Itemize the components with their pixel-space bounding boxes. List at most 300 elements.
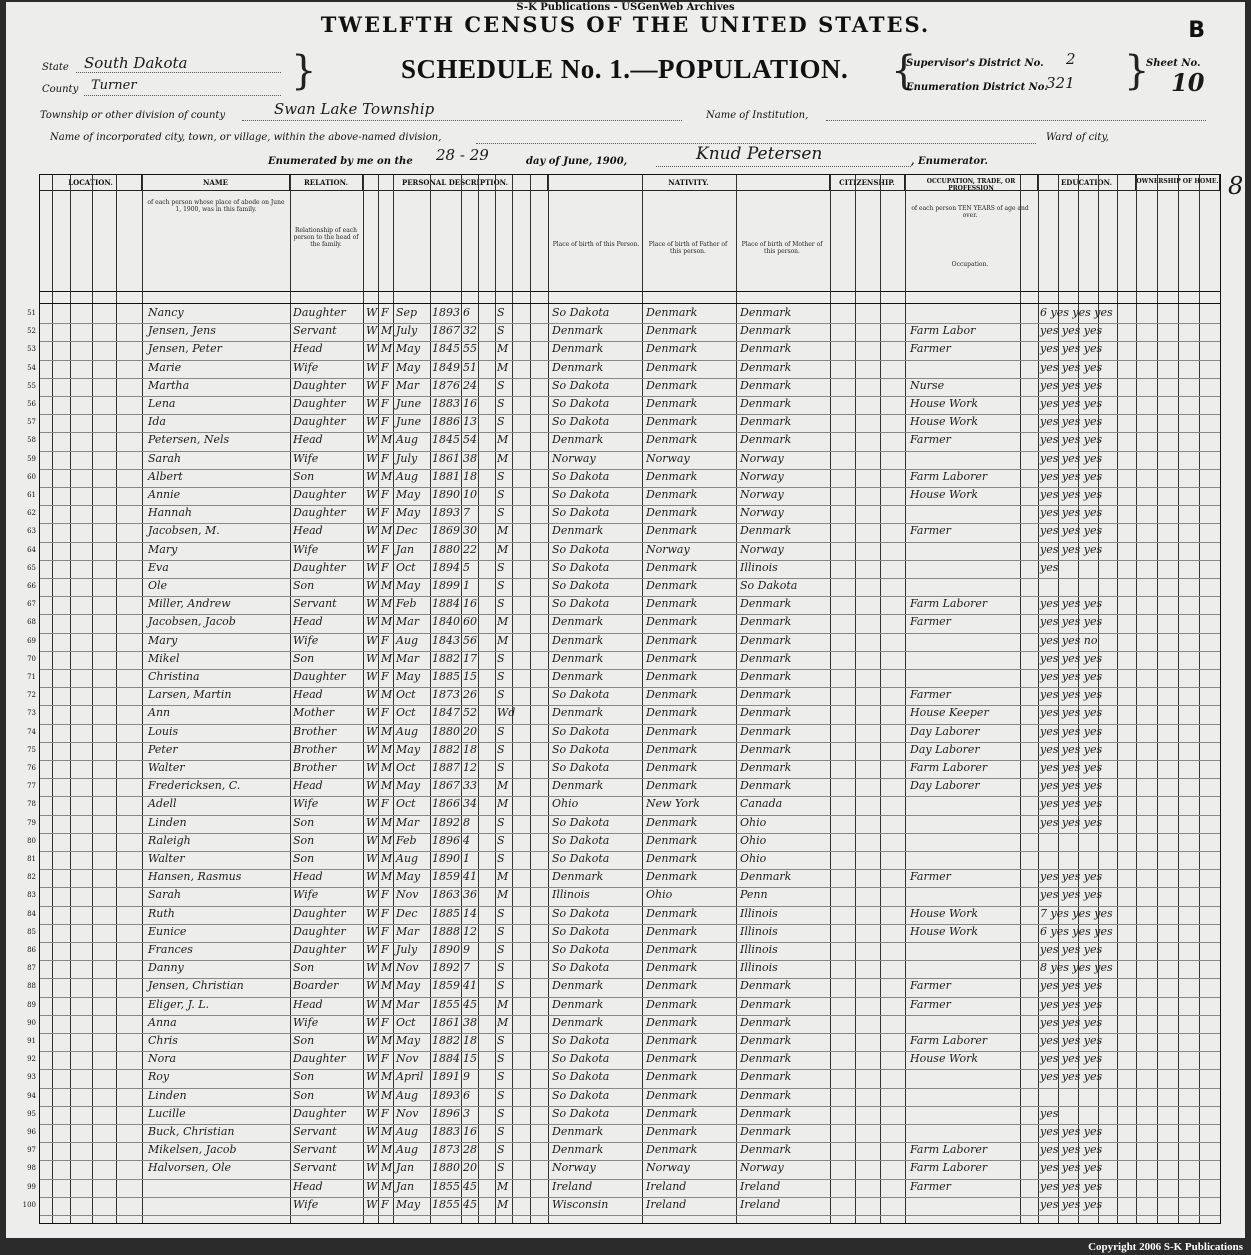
cell-year: 1890 [432,488,460,501]
cell-edu: yes yes yes [1040,542,1103,556]
cell-occ: House Work [910,488,979,501]
cell-color: W [366,560,378,574]
cell-edu: 6 yes yes yes [1040,306,1113,319]
cell-occ: Farmer [910,524,951,538]
cell-mother: Canada [740,797,783,811]
cell-year: 1890 [432,943,460,956]
cell-rel: Wife [293,797,319,811]
cell-age: 26 [463,688,477,702]
copyright-notice: Copyright 2006 S-K Publications [1088,1241,1243,1253]
cell-color: W [366,506,378,520]
cell-occ: Farm Labor [910,324,976,338]
cell-cond: M [497,888,509,902]
cell-age: 38 [463,1015,477,1029]
cell-mother: Illinois [740,961,778,975]
cell-rel: Son [293,961,315,975]
cell-cond: S [497,469,505,483]
cell-rel: Head [293,779,323,793]
cell-mother: Denmark [740,433,792,447]
cell-name: Hannah [148,506,192,520]
row-number: 81 [27,855,36,863]
cell-year: 1892 [432,815,460,829]
cell-color: W [366,1161,378,1175]
cell-month: April [396,1070,424,1084]
institution-underline [826,120,1206,121]
cell-sex: F [381,542,389,556]
cell-month: Aug [396,852,419,865]
cell-age: 51 [463,360,477,374]
cell-year: 1845 [432,342,460,356]
cell-age: 45 [463,1179,477,1193]
cell-sex: F [381,1197,389,1211]
cell-birth: So Dakota [552,961,610,975]
cell-color: W [366,888,378,902]
cell-age: 20 [463,1161,477,1175]
cell-edu: 6 yes yes yes [1040,924,1113,938]
cell-mother: Denmark [740,306,792,319]
row-number: 75 [27,745,36,754]
cell-mother: Ireland [740,1197,781,1211]
cell-color: W [366,579,378,592]
cell-mother: Norway [740,542,784,556]
cell-rel: Son [293,852,315,865]
cell-month: Jan [396,542,415,556]
cell-edu: yes yes yes [1040,870,1103,884]
cell-birth: So Dakota [552,378,610,392]
cell-occ: House Keeper [910,706,989,720]
group-nativity: NATIVITY. [548,175,830,191]
cell-sex: M [381,524,393,538]
cell-occ: Farm Laborer [910,1143,988,1157]
cell-sex: F [381,488,389,501]
cell-age: 18 [463,1034,477,1047]
cell-father: Denmark [646,924,698,938]
col-divider [530,175,531,1223]
cell-color: W [366,1088,378,1102]
col-divider [1178,175,1179,1223]
cell-month: Mar [396,997,420,1011]
cell-sex: M [381,1034,393,1047]
cell-sex: M [381,433,393,447]
cell-month: Feb [396,833,417,847]
cell-mother: So Dakota [740,579,798,592]
cell-birth: Denmark [552,615,604,629]
cell-color: W [366,797,378,811]
cell-cond: S [497,651,505,665]
cell-father: Denmark [646,469,698,483]
cell-color: W [366,1015,378,1029]
cell-mother: Illinois [740,906,778,920]
cell-cond: M [497,542,509,556]
cell-cond: S [497,597,505,611]
cell-sex: F [381,633,389,647]
cell-birth: So Dakota [552,688,610,702]
cell-sex: F [381,670,389,683]
enumerator-name: Knud Petersen [696,144,823,164]
cell-month: May [396,579,421,592]
cell-birth: Denmark [552,997,604,1011]
cell-rel: Servant [293,1143,337,1157]
cell-month: Dec [396,906,418,920]
cell-rel: Wife [293,451,319,465]
cell-sex: F [381,797,389,811]
row-rule [40,1215,1220,1216]
cell-mother: Denmark [740,1088,792,1102]
cell-color: W [366,451,378,465]
cell-birth: So Dakota [552,469,610,483]
cell-father: Denmark [646,633,698,647]
cell-sex: F [381,1052,389,1066]
row-number: 94 [27,1091,36,1100]
cell-rel: Wife [293,1197,319,1211]
cell-name: Lucille [148,1106,186,1120]
cell-name: Petersen, Nels [148,433,230,447]
cell-mother: Denmark [740,1034,792,1047]
cell-age: 52 [463,706,477,720]
cell-rel: Servant [293,597,337,611]
cell-year: 1869 [432,524,460,538]
col-divider [116,175,117,1223]
cell-year: 1896 [432,1106,460,1120]
cell-month: Nov [396,961,419,975]
cell-birth: Ireland [552,1179,593,1193]
cell-color: W [366,997,378,1011]
cell-color: W [366,378,378,392]
relation-note: Relationship of each person to the head of the family. [293,227,359,248]
cell-rel: Head [293,1179,323,1193]
cell-color: W [366,469,378,483]
cell-sex: M [381,1161,393,1175]
row-number: 90 [27,1018,36,1027]
cell-color: W [366,1070,378,1084]
row-number: 57 [27,418,36,427]
cell-rel: Wife [293,888,319,902]
birth-person-note: Place of birth of this Person. [552,241,640,248]
cell-month: June [396,415,422,429]
cell-father: Denmark [646,433,698,447]
cell-mother: Norway [740,506,784,520]
cell-year: 1861 [432,1015,460,1029]
cell-color: W [366,1143,378,1157]
cell-age: 9 [463,1070,470,1084]
cell-mother: Illinois [740,924,778,938]
group-name: NAME [142,175,290,191]
col-divider [736,175,737,1223]
cell-edu: yes yes yes [1040,324,1103,338]
cell-sex: M [381,724,393,738]
cell-rel: Wife [293,542,319,556]
cell-name: Sarah [148,451,181,465]
cell-edu: yes yes yes [1040,997,1103,1011]
cell-mother: Denmark [740,706,792,720]
cell-rel: Son [293,579,315,592]
cell-cond: S [497,1161,505,1175]
cell-color: W [366,342,378,356]
cell-name: Raleigh [148,833,191,847]
cell-birth: Denmark [552,651,604,665]
cell-mother: Denmark [740,651,792,665]
cell-color: W [366,615,378,629]
cell-edu: yes [1040,560,1059,574]
cell-month: Mar [396,815,420,829]
row-number: 51 [27,309,36,317]
cell-sex: M [381,1143,393,1157]
cell-occ: House Work [910,397,979,410]
cell-edu: yes yes yes [1040,597,1103,611]
cell-father: Denmark [646,870,698,884]
cell-father: Denmark [646,506,698,520]
row-number: 78 [27,800,36,809]
cell-month: May [396,342,421,356]
cell-sex: M [381,979,393,993]
cell-father: Denmark [646,761,698,774]
cell-father: Denmark [646,360,698,374]
cell-rel: Boarder [293,979,339,993]
cell-name: Anna [148,1015,177,1029]
margin-mark: 8 [1228,172,1244,200]
cell-age: 45 [463,997,477,1011]
cell-year: 1873 [432,1143,460,1157]
cell-father: Denmark [646,815,698,829]
cell-age: 7 [463,506,470,520]
cell-occ: Farmer [910,688,951,702]
cell-name: Fredericksen, C. [148,779,241,793]
cell-color: W [366,651,378,665]
cell-sex: M [381,852,393,865]
row-number: 64 [27,545,36,554]
cell-sex: M [381,324,393,338]
cell-rel: Servant [293,1161,337,1175]
cell-mother: Denmark [740,524,792,538]
cell-name: Linden [148,1088,187,1102]
cell-color: W [366,1125,378,1138]
cell-rel: Daughter [293,488,346,501]
row-number: 92 [27,1055,36,1064]
cell-mother: Penn [740,888,768,902]
cell-age: 60 [463,615,477,629]
cell-age: 34 [463,797,477,811]
cell-year: 1883 [432,1125,460,1138]
cell-occ: Farmer [910,870,951,884]
row-number: 83 [27,891,36,900]
row-number: 69 [27,636,36,645]
cell-edu: yes yes yes [1040,1143,1103,1157]
population-table [22,174,1221,1224]
row-number: 91 [27,1037,36,1045]
cell-birth: So Dakota [552,1070,610,1084]
row-number: 82 [27,873,36,882]
row-number: 98 [27,1164,36,1173]
cell-father: Denmark [646,651,698,665]
cell-name: Sarah [148,888,181,902]
col-divider [70,175,71,1223]
cell-name: Larsen, Martin [148,688,232,702]
cell-age: 12 [463,924,477,938]
cell-year: 1855 [432,1179,460,1193]
cell-year: 1892 [432,961,460,975]
cell-sex: F [381,506,389,520]
cell-cond: S [497,488,505,501]
cell-rel: Daughter [293,943,346,956]
cell-mother: Denmark [740,670,792,683]
cell-edu: yes yes yes [1040,688,1103,702]
cell-name: Martha [148,378,190,392]
cell-month: May [396,670,421,683]
cell-mother: Illinois [740,943,778,956]
cell-birth: So Dakota [552,488,610,501]
cell-sex: F [381,415,389,429]
cell-occ: Farm Laborer [910,469,988,483]
row-number: 100 [22,1200,36,1209]
cell-edu: yes yes yes [1040,488,1103,501]
cell-age: 45 [463,1197,477,1211]
cell-name: Albert [148,469,183,483]
cell-rel: Daughter [293,306,346,319]
cell-name: Nora [148,1052,177,1066]
cell-cond: S [497,1088,505,1102]
cell-rel: Son [293,469,315,483]
cell-age: 3 [463,1106,470,1120]
row-number: 76 [27,764,36,772]
cell-month: May [396,488,421,501]
cell-name: Mikelsen, Jacob [148,1143,237,1157]
cell-month: Mar [396,651,420,665]
cell-sex: M [381,1179,393,1193]
cell-sex: M [381,815,393,829]
cell-sex: F [381,924,389,938]
cell-sex: F [381,397,389,410]
cell-year: 1880 [432,724,460,738]
cell-mother: Denmark [740,324,792,338]
row-number: 89 [27,1000,36,1009]
cell-cond: S [497,688,505,702]
cell-age: 56 [463,633,477,647]
cell-mother: Denmark [740,724,792,738]
cell-father: Denmark [646,906,698,920]
census-title: TWELFTH CENSUS OF THE UNITED STATES. [320,12,931,37]
cell-sex: M [381,833,393,847]
row-number: 53 [27,345,36,354]
cell-cond: S [497,1052,505,1066]
cell-year: 1881 [432,469,460,483]
cell-mother: Denmark [740,779,792,793]
cell-edu: yes yes yes [1040,797,1103,811]
cell-year: 1882 [432,651,460,665]
cell-month: Oct [396,797,416,811]
cell-occ: Farmer [910,342,951,356]
enumeration-value: 321 [1046,74,1075,92]
cell-rel: Daughter [293,560,346,574]
cell-color: W [366,670,378,683]
cell-name: Chris [148,1034,178,1047]
cell-father: Denmark [646,833,698,847]
cell-age: 36 [463,888,477,902]
cell-birth: Ohio [552,797,579,811]
cell-year: 1876 [432,378,460,392]
col-divider [92,175,93,1223]
cell-edu: 7 yes yes yes [1040,906,1113,920]
cell-month: May [396,779,421,793]
cell-birth: So Dakota [552,579,610,592]
cell-edu: yes yes yes [1040,651,1103,665]
cell-occ: Farmer [910,433,951,447]
cell-mother: Ireland [740,1179,781,1193]
cell-month: Nov [396,1106,419,1120]
cell-birth: So Dakota [552,597,610,611]
cell-sex: M [381,761,393,774]
cell-month: Oct [396,560,416,574]
cell-father: Denmark [646,615,698,629]
cell-color: W [366,870,378,884]
cell-birth: So Dakota [552,1088,610,1102]
row-number: 95 [27,1109,36,1118]
cell-father: Norway [646,542,690,556]
cell-month: Dec [396,524,418,538]
cell-year: 1891 [432,1070,460,1084]
cell-birth: So Dakota [552,542,610,556]
cell-age: 1 [463,579,470,592]
cell-sex: F [381,451,389,465]
cell-year: 1843 [432,633,460,647]
group-education: EDUCATION. [1038,175,1136,191]
row-number: 68 [27,618,36,627]
cell-birth: So Dakota [552,560,610,574]
state-label: State [42,62,69,73]
row-number: 73 [27,709,36,718]
cell-name: Roy [148,1070,170,1084]
cell-color: W [366,688,378,702]
cell-month: July [396,943,418,956]
cell-year: 1859 [432,979,460,993]
cell-birth: Denmark [552,1015,604,1029]
cell-occ: Day Laborer [910,779,980,793]
cell-birth: So Dakota [552,1034,610,1047]
cell-rel: Wife [293,633,319,647]
cell-edu: yes yes yes [1040,1161,1103,1175]
cell-edu: yes yes yes [1040,469,1103,483]
cell-cond: S [497,1070,505,1084]
cell-age: 6 [463,1088,470,1102]
cell-age: 1 [463,852,470,865]
cell-age: 15 [463,1052,477,1066]
cell-edu: yes yes yes [1040,433,1103,447]
cell-edu: yes yes yes [1040,706,1103,720]
cell-month: Feb [396,597,417,611]
cell-father: Denmark [646,579,698,592]
left-brace: } [291,48,317,94]
col-divider [363,175,364,1223]
cell-year: 1845 [432,433,460,447]
row-number: 58 [27,436,36,445]
cell-color: W [366,360,378,374]
cell-month: Jan [396,1179,415,1193]
cell-father: Denmark [646,779,698,793]
cell-month: Nov [396,888,419,902]
cell-edu: yes yes yes [1040,451,1103,465]
cell-sex: F [381,306,389,319]
cell-occ: Farmer [910,615,951,629]
cell-name: Jensen, Christian [148,979,244,993]
cell-father: Denmark [646,1052,698,1066]
cell-father: Denmark [646,979,698,993]
cell-cond: M [497,360,509,374]
cell-year: 1885 [432,670,460,683]
cell-edu: yes yes yes [1040,1015,1103,1029]
cell-sex: F [381,943,389,956]
cell-father: Ohio [646,888,673,902]
cell-color: W [366,852,378,865]
cell-age: 20 [463,724,477,738]
